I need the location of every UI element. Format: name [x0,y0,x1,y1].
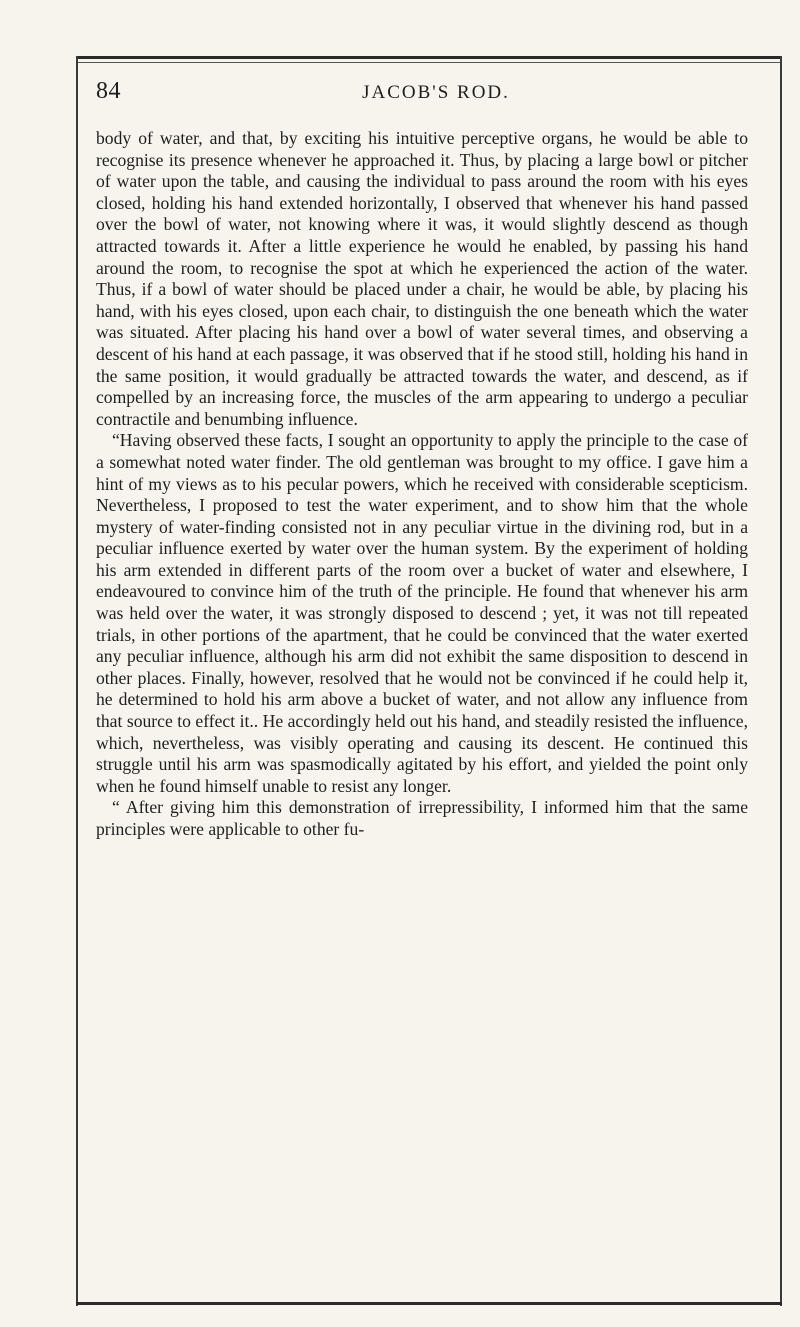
running-head: JACOB'S ROD. [362,82,510,103]
paragraph: “ After giving him this demonstration of irrepressibility, I informed him that the same principles were applicable to other fu- [96,797,748,839]
page-header [96,72,736,112]
page-number: 84 [96,78,121,104]
top-border-rule [76,56,782,59]
top-border-thin-rule [76,62,782,63]
right-border-rule [780,56,782,1306]
paragraph: “Having observed these facts, I sought an opportunity to apply the principle to the case of a somewhat noted water finder. The old gentleman was brought to my office. I gave him a hint of my views as to his pecular powers, which he received with considerable scepticism. Nevertheless, I proposed to test the water experiment, and to show him that the whole mystery of water-finding consisted not in any peculiar virtue in the divining rod, but in a peculiar influence exerted by water over the human system. By the experiment of holding his arm extended in different parts of the room over a bucket of water and elsewhere, I endeavoured to convince him of the truth of the principle. He found that whenever his arm was held over the water, it was strongly disposed to descend ; yet, it was not till repeated trials, in other portions of the apartment, that he could be convinced that the water exerted any peculiar influence, although his arm did not exhibit the same disposition to descend in other places. Finally, however, resolved that he would not be convinced if he could help it, he determined to hold his arm above a bucket of water, and not allow any influence from that source to effect it.. He accordingly held out his hand, and steadily resisted the influence, which, nevertheless, was visibly operating and causing its descent. He continued this struggle until his arm was spasmodically agitated by his effort, and yielded the point only when he found himself unable to resist any longer. [96,430,748,796]
bottom-border-rule [76,1302,782,1305]
paragraph: body of water, and that, by exciting his intuitive perceptive organs, he would be able to recognise its presence whenever he approached it. Thus, by placing a large bowl or pitcher of water upon the table, and causing the individual to pass around the room with his eyes closed, holding his hand extended horizontally, I observed that whenever his hand passed over the bowl of water, not knowing where it was, it would slightly descend as though attracted towards it. After a little experience he would he enabled, by passing his hand around the room, to recognise the spot at which he experienced the action of the water. Thus, if a bowl of water should be placed under a chair, he would be able, by placing his hand, with his eyes closed, upon each chair, to distinguish the one beneath which the water was situated. After placing his hand over a bowl of water several times, and observing a descent of his hand at each passage, it was observed that if he stood still, holding his hand in the same position, it would gradually be attracted towards the water, and descend, as if compelled by an increasing force, the muscles of the arm appearing to undergo a peculiar contractile and benumbing influence. [96,128,748,429]
left-border-rule [76,56,78,1306]
body-text [96,128,748,841]
